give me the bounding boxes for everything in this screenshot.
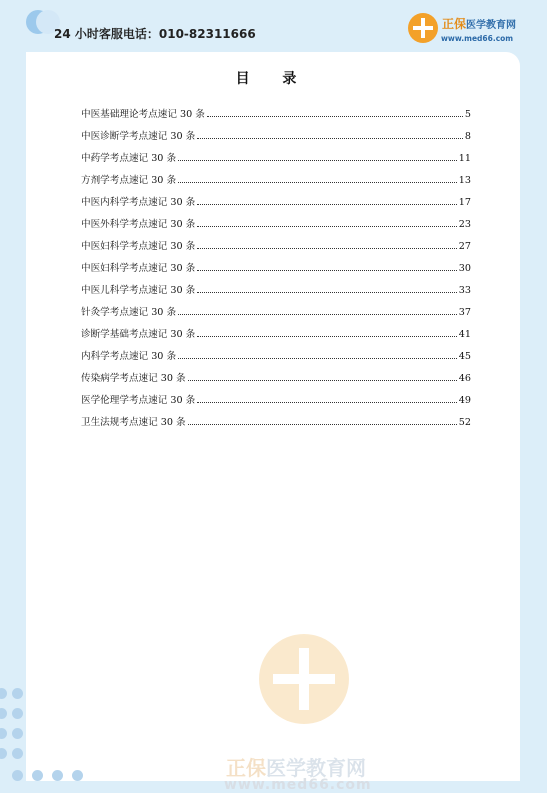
decorative-dot <box>0 728 7 739</box>
toc-entry-title: 传染病学考点速记 30 条 <box>81 373 186 384</box>
toc-entry[interactable] <box>81 296 471 318</box>
medical-cross-logo-icon <box>408 13 438 43</box>
toc-entry[interactable] <box>81 274 471 296</box>
toc-entry-page: 30 <box>458 263 471 274</box>
decorative-dot <box>52 770 63 781</box>
decorative-dot <box>12 770 23 781</box>
toc-entry-page: 13 <box>458 175 471 186</box>
toc-entry-title: 中药学考点速记 30 条 <box>81 153 177 164</box>
toc-entry-page: 49 <box>458 395 471 406</box>
toc-dot-leader <box>178 181 457 183</box>
toc-entry[interactable] <box>81 120 471 142</box>
toc-entry-page: 52 <box>458 417 471 428</box>
brand-name-part2: 医学教育网 <box>466 20 517 31</box>
toc-entry[interactable] <box>81 362 471 384</box>
toc-entry[interactable] <box>81 208 471 230</box>
toc-entry-page: 8 <box>464 131 471 142</box>
toc-entry-page: 27 <box>458 241 471 252</box>
toc-dot-leader <box>178 357 457 359</box>
toc-dot-leader <box>197 401 457 403</box>
toc-entry-title: 中医内科学考点速记 30 条 <box>81 197 196 208</box>
decorative-dot <box>0 708 7 719</box>
decorative-dot <box>0 748 7 759</box>
toc-entry-page: 11 <box>458 153 471 164</box>
toc-dot-leader <box>197 291 457 293</box>
decorative-dot <box>12 728 23 739</box>
toc-entry-title: 卫生法规考点速记 30 条 <box>81 417 186 428</box>
watermark-logo-icon <box>259 634 349 724</box>
toc-entry[interactable] <box>81 406 471 428</box>
toc-entry-page: 5 <box>464 109 471 120</box>
hotline-text: 24 小时客服电话：010-82311666 <box>54 27 256 41</box>
toc-dot-leader <box>188 423 457 425</box>
toc-entry[interactable] <box>81 384 471 406</box>
toc-entry-title: 中医妇科学考点速记 30 条 <box>81 263 196 274</box>
toc-entry-title: 中医基础理论考点速记 30 条 <box>81 109 205 120</box>
decorative-dot <box>12 748 23 759</box>
toc-entry-page: 17 <box>458 197 471 208</box>
toc-entry[interactable] <box>81 340 471 362</box>
toc-entry-title: 诊断学基础考点速记 30 条 <box>81 329 196 340</box>
brand-logo-block[interactable] <box>408 12 528 48</box>
toc-entry-title: 中医诊断学考点速记 30 条 <box>81 131 196 142</box>
toc-entry-page: 41 <box>458 329 471 340</box>
toc-entry[interactable] <box>81 318 471 340</box>
toc-entry-title: 针灸学考点速记 30 条 <box>81 307 177 318</box>
toc-dot-leader <box>178 313 457 315</box>
toc-dot-leader <box>197 269 457 271</box>
toc-dot-leader <box>188 379 457 381</box>
decorative-dot <box>12 688 23 699</box>
watermark-name-part1: 正保 <box>226 756 266 780</box>
brand-name-part1: 正保 <box>442 17 467 31</box>
toc-dot-leader <box>207 115 463 117</box>
watermark-url: www.med66.com <box>224 777 372 793</box>
toc-entry-page: 37 <box>458 307 471 318</box>
toc-entry-page: 45 <box>458 351 471 362</box>
toc-dot-leader <box>197 335 457 337</box>
header-bar <box>0 0 547 52</box>
toc-entry[interactable] <box>81 252 471 274</box>
toc-entry-title: 中医儿科学考点速记 30 条 <box>81 285 196 296</box>
page-title: 目 录 <box>235 71 311 87</box>
toc-entry[interactable] <box>81 98 471 120</box>
table-of-contents <box>81 98 471 428</box>
watermark-name-part2: 医学教育网 <box>266 756 366 780</box>
toc-entry-title: 方剂学考点速记 30 条 <box>81 175 177 186</box>
toc-dot-leader <box>197 225 457 227</box>
toc-entry[interactable] <box>81 230 471 252</box>
toc-entry-title: 中医妇科学考点速记 30 条 <box>81 241 196 252</box>
toc-entry[interactable] <box>81 186 471 208</box>
toc-entry-page: 46 <box>458 373 471 384</box>
brand-url: www.med66.com <box>441 34 514 43</box>
toc-dot-leader <box>197 247 457 249</box>
toc-entry-page: 23 <box>458 219 471 230</box>
decorative-dot <box>32 770 43 781</box>
toc-entry-title: 内科学考点速记 30 条 <box>81 351 177 362</box>
brand-name <box>442 15 516 32</box>
decorative-dot <box>0 688 7 699</box>
toc-entry-page: 33 <box>458 285 471 296</box>
toc-entry-title: 中医外科学考点速记 30 条 <box>81 219 196 230</box>
decorative-dot <box>72 770 83 781</box>
toc-entry-title: 医学伦理学考点速记 30 条 <box>81 395 196 406</box>
toc-entry[interactable] <box>81 142 471 164</box>
document-page <box>26 52 520 793</box>
decorative-dot <box>12 708 23 719</box>
toc-entry[interactable] <box>81 164 471 186</box>
toc-dot-leader <box>197 203 457 205</box>
toc-dot-leader <box>178 159 457 161</box>
toc-dot-leader <box>197 137 463 139</box>
